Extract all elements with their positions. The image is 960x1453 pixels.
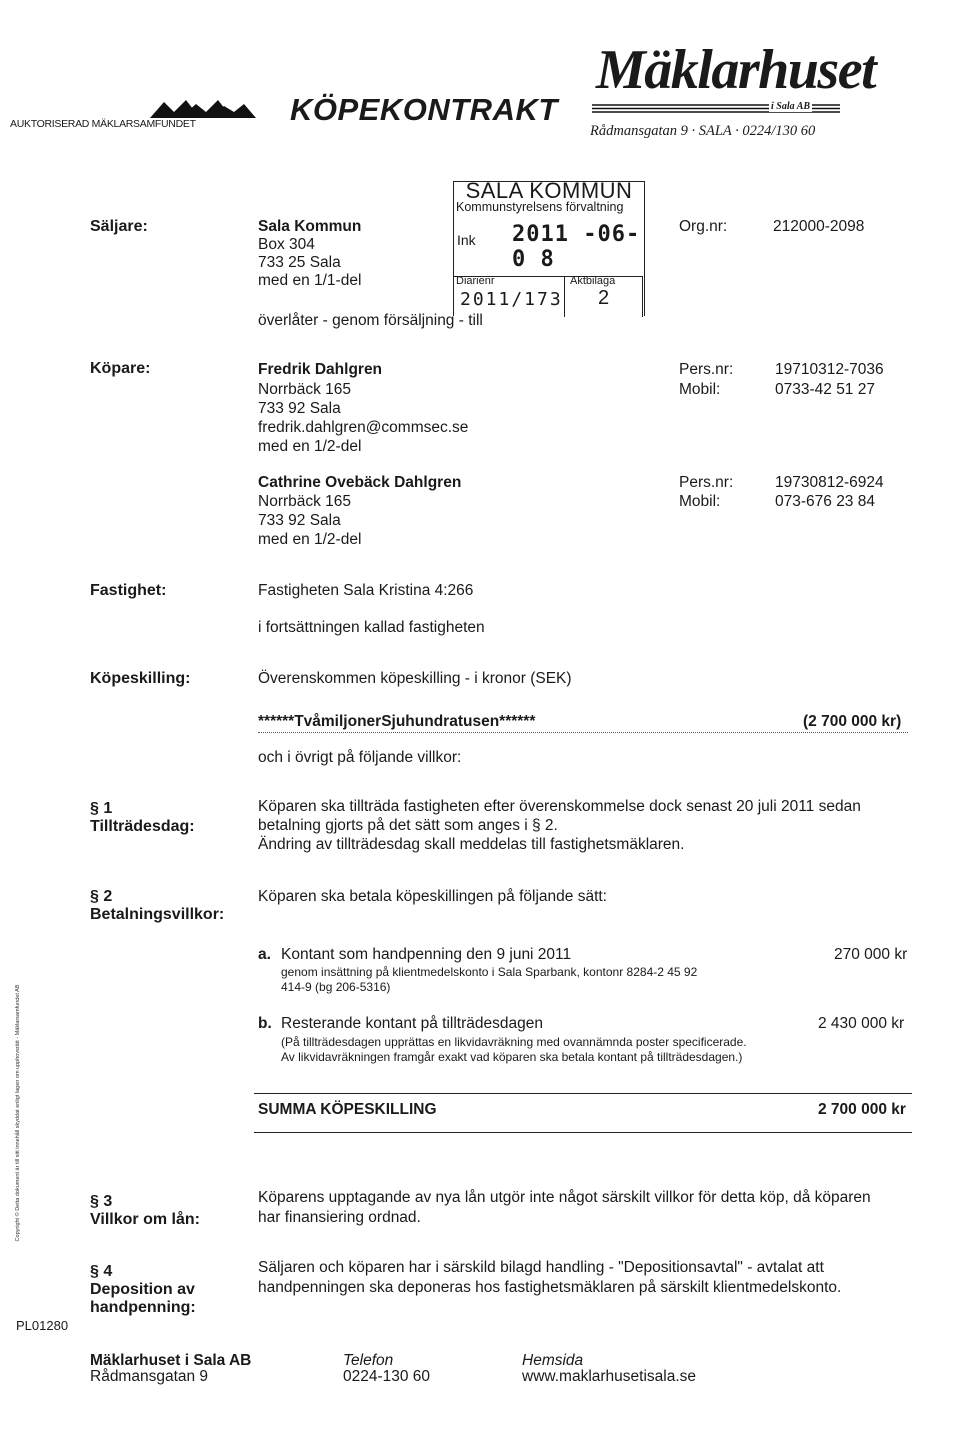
registration-stamp — [453, 178, 645, 316]
triangle-mountain-logo-icon — [150, 98, 256, 120]
footer-web-link[interactable]: www.maklarhusetisala.se — [522, 1368, 697, 1385]
stamp-aktbilaga-label: Aktbilaga — [570, 275, 616, 287]
section4-title-line1: Deposition av — [90, 1281, 195, 1298]
transfer-note: överlåter - genom försäljning - till — [258, 312, 483, 329]
buyer1-persnr: 19710312-7036 — [775, 361, 884, 378]
footer-web-label: Hemsida — [522, 1352, 584, 1369]
buyer1-address1: Norrbäck 165 — [258, 381, 352, 398]
form-code: PL01280 — [16, 1318, 69, 1333]
section1-line3: Ändring av tillträdesdag skall meddelas till fastighetsmäklaren. — [258, 836, 685, 853]
total-amount: 2 700 000 kr — [818, 1101, 906, 1118]
buyer1-email: fredrik.dahlgren@commsec.se — [258, 419, 469, 436]
stamp-diarienr-label: Diarienr — [456, 275, 495, 287]
buyer1-share: med en 1/2-del — [258, 438, 362, 455]
buyers-label: Köpare: — [90, 360, 151, 377]
footer-phone: 0224-130 60 — [343, 1368, 431, 1385]
buyer2-persnr-label: Pers.nr: — [679, 474, 734, 491]
document-title: KÖPEKONTRAKT — [290, 92, 558, 127]
payment-a-letter: a. — [258, 946, 271, 963]
price-underline — [258, 732, 908, 733]
section1-title: Tillträdesdag: — [90, 818, 195, 835]
seller-share: med en 1/1-del — [258, 272, 362, 289]
footer-phone-label: Telefon — [343, 1352, 394, 1369]
brand-name: Mäklarhuset — [596, 39, 876, 101]
payment-a-text: Kontant som handpenning den 9 juni 2011 — [281, 946, 572, 963]
seller-name: Sala Kommun — [258, 218, 362, 235]
total-label: SUMMA KÖPESKILLING — [258, 1101, 437, 1118]
stamp-received-date: 2011 -06- 0 8 — [512, 222, 641, 272]
footer-address: Rådmansgatan 9 — [90, 1368, 209, 1385]
section4-line2: handpenningen ska deponeras hos fastighetsmäklaren på särskilt klientmedelskonto. — [258, 1279, 842, 1296]
property-label: Fastighet: — [90, 582, 167, 599]
buyer1-mobil-label: Mobil: — [679, 381, 721, 398]
footer-company: Mäklarhuset i Sala AB — [90, 1352, 252, 1369]
price-in-words: ******TvåmiljonerSjuhundratusen****** — [258, 713, 536, 730]
stamp-authority: SALA KOMMUN — [465, 178, 633, 203]
stamp-aktbilaga-box — [564, 276, 643, 317]
price-intro: Överenskommen köpeskilling - i kronor (SEK) — [258, 670, 572, 687]
property-called: i fortsättningen kallad fastigheten — [258, 619, 485, 636]
section4-title-line2: handpenning: — [90, 1299, 196, 1316]
stamp-aktbilaga-value: 2 — [598, 287, 610, 309]
payment-b-text: Resterande kontant på tillträdesdagen — [281, 1015, 543, 1032]
section2-number: § 2 — [90, 888, 113, 905]
buyer1-persnr-label: Pers.nr: — [679, 361, 734, 378]
payment-b-letter: b. — [258, 1015, 272, 1032]
brand-address: Rådmansgatan 9 · SALA · 0224/130 60 — [590, 123, 816, 139]
payment-b-detail1: (På tillträdesdagen upprättas en likvidavräkning med ovannämnda poster specificerade. — [281, 1035, 747, 1049]
section3-line2: har finansiering ordnad. — [258, 1209, 421, 1226]
stamp-diarienr-box — [454, 276, 565, 317]
buyer1-mobil: 0733-42 51 27 — [775, 381, 875, 398]
summa-bottom-rule — [254, 1132, 912, 1133]
section4-number: § 4 — [90, 1263, 113, 1280]
price-in-figures: (2 700 000 kr) — [803, 713, 902, 730]
section4-line1: Säljaren och köparen har i särskild bilagd handling - "Depositionsavtal" - avtalat att — [258, 1259, 824, 1276]
section2-intro: Köparen ska betala köpeskillingen på följande sätt: — [258, 888, 607, 905]
buyer2-share: med en 1/2-del — [258, 531, 362, 548]
seller-orgnr-label: Org.nr: — [679, 218, 728, 235]
property-designation: Fastigheten Sala Kristina 4:266 — [258, 582, 474, 599]
section3-title: Villkor om lån: — [90, 1211, 200, 1228]
buyer2-persnr: 19730812-6924 — [775, 474, 884, 491]
payment-b-detail2: Av likvidavräkningen framgår exakt vad köparen ska betala kontant på tillträdesdagen.) — [281, 1050, 743, 1064]
seller-address2: 733 25 Sala — [258, 254, 341, 271]
buyer2-name: Cathrine Ovebäck Dahlgren — [258, 474, 462, 491]
association-name: AUKTORISERAD MÄKLARSAMFUNDET — [10, 118, 196, 130]
section3-number: § 3 — [90, 1193, 113, 1210]
section1-line2: betalning gjorts på det sätt som anges i § 2. — [258, 817, 558, 834]
payment-a-detail1: genom insättning på klientmedelskonto i Sala Sparbank, kontonr 8284-2 45 92 — [281, 965, 698, 979]
conditions-intro: och i övrigt på följande villkor: — [258, 749, 462, 766]
buyer2-address2: 733 92 Sala — [258, 512, 341, 529]
section3-line1: Köparens upptagande av nya lån utgör inte något särskilt villkor för detta köp, då köparen — [258, 1189, 871, 1206]
payment-a-amount: 270 000 kr — [834, 946, 908, 963]
copyright-notice: Copyright © Detta dokument är till sitt innehåll skyddat enligt lagen om upphovsrätt - Mäklarsamfundet AB — [15, 984, 21, 1242]
section2-title: Betalningsvillkor: — [90, 906, 225, 923]
price-label: Köpeskilling: — [90, 670, 191, 687]
stamp-department: Kommunstyrelsens förvaltning — [456, 200, 624, 214]
buyer1-address2: 733 92 Sala — [258, 400, 341, 417]
seller-address1: Box 304 — [258, 236, 315, 253]
stamp-ink-label: Ink — [457, 232, 476, 248]
buyer1-name: Fredrik Dahlgren — [258, 361, 383, 378]
payment-a-detail2: 414-9 (bg 206-5316) — [281, 980, 391, 994]
section1-number: § 1 — [90, 800, 113, 817]
seller-orgnr: 212000-2098 — [773, 218, 865, 235]
brand-subtitle: i Sala AB — [771, 101, 811, 112]
stamp-diarienr-value: 2011/173 — [460, 289, 563, 310]
section1-line1: Köparen ska tillträda fastigheten efter överenskommelse dock senast 20 juli 2011 sedan — [258, 798, 861, 815]
buyer2-mobil: 073-676 23 84 — [775, 493, 875, 510]
buyer2-mobil-label: Mobil: — [679, 493, 721, 510]
seller-label: Säljare: — [90, 218, 148, 235]
buyer2-address1: Norrbäck 165 — [258, 493, 352, 510]
payment-b-amount: 2 430 000 kr — [818, 1015, 905, 1032]
summa-top-rule — [254, 1093, 912, 1094]
